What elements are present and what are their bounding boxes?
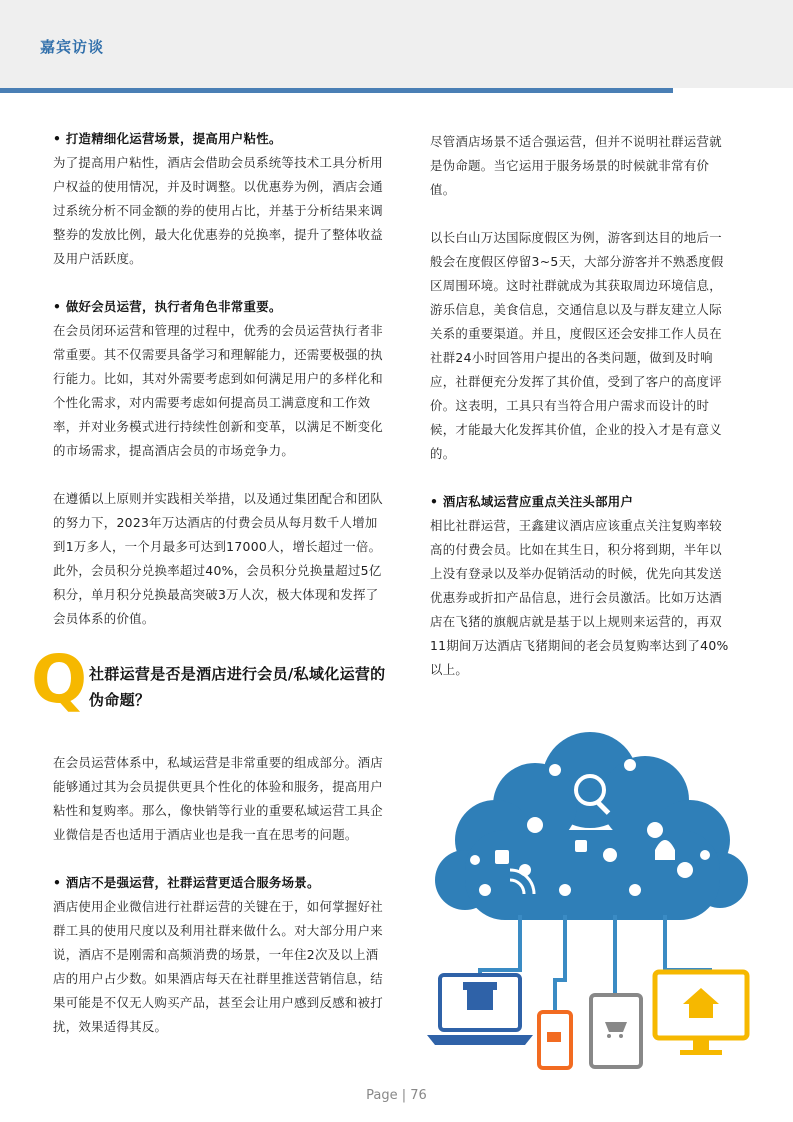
paragraph: 为了提高用户粘性，酒店会借助会员系统等技术工具分析用户权益的使用情况，并及时调整。以优惠券为例，酒店会通过系统分析不同金额的券的使用占比，并基于分析结果来调整券的发放比例，最大化优惠券的兑换率，提升了整体收益及用户活跃度。 [53, 155, 383, 266]
cloud-network-illustration [425, 730, 755, 1075]
paragraph: 相比社群运营，王鑫建议酒店应该重点关注复购率较高的付费会员。比如在其生日，积分将到期，半年以上没有登录以及举办促销活动的时候，优先向其发送优惠券或折扣产品信息，进行会员激活。比如万达酒店在飞猪的旗舰店就是基于以上规则来运营的，再双11期间万达酒店飞猪期间的老会员复购率达到了40%以上。 [430, 518, 729, 677]
bullet-heading: • 打造精细化运营场景，提高用户粘性。 [53, 131, 282, 146]
paragraph: 以长白山万达国际度假区为例，游客到达目的地后一般会在度假区停留3~5天，大部分游客并不熟悉度假区周围环境。这时社群就成为其获取周边环境信息，游乐信息，美食信息，交通信息以及与群友建立人际关系的重要渠道。并且，度假区还会安排工作人员在社群24小时回答用户提出的各类问题，做到及时响应，社群便充分发挥了其价值，受到了客户的高度评价。这表明，工具只有当符合用户需求而设计的时候，才能最大化发挥其价值，企业的投入才是有意义的。 [430, 230, 724, 461]
page-header [0, 0, 793, 88]
paragraph: 尽管酒店场景不适合强运营，但并不说明社群运营就是伪命题。当它运用于服务场景的时候就非常有价值。 [430, 134, 722, 197]
tablet-icon [591, 995, 641, 1067]
bullet-heading: • 做好会员运营，执行者角色非常重要。 [53, 299, 282, 314]
bullet-heading: • 酒店私域运营应重点关注头部用户 [430, 494, 634, 509]
bullet-heading: • 酒店不是强运营，社群运营更适合服务场景。 [53, 875, 320, 890]
header-divider [0, 88, 673, 93]
left-column [31, 127, 386, 1039]
monitor-icon [655, 972, 747, 1055]
question-heading: 社群运营是否是酒店进行会员/私域化运营的伪命题？ [89, 665, 386, 709]
question-block [31, 641, 386, 729]
paragraph: 酒店使用企业微信进行社群运营的关键在于，如何掌握好社群工具的使用尺度以及利用社群来做什么。对大部分用户来说，酒店不是刚需和高频消费的场景，一年住2次及以上酒店的用户占少数。如果酒店每天在社群里推送营销信息，结果可能是不仅无人购买产品，甚至会让用户感到反感和被打扰，效果适得其反。 [53, 899, 383, 1034]
paragraph: 在遵循以上原则并实践相关举措，以及通过集团配合和团队的努力下，2023年万达酒店的付费会员从每月数千人增加到1万多人，一个月最多可达到17000人，增长超过一倍。此外，会员积分兑换率超过40%，会员积分兑换量超过5亿积分，单月积分兑换最高突破3万人次，极大体现和发挥了会员体系的价值。 [53, 491, 383, 626]
paragraph: 在会员运营体系中，私域运营是非常重要的组成部分。酒店能够通过其为会员提供更具个性化的体验和服务，提高用户粘性和复购率。那么，像快销等行业的重要私域运营工具企业微信是否也适用于酒店业也是我一直在思考的问题。 [53, 755, 383, 842]
paragraph: 在会员闭环运营和管理的过程中，优秀的会员运营执行者非常重要。其不仅需要具备学习和理解能力，还需要极强的执行能力。比如，其对外需要考虑到如何满足用户的多样化和个性化需求，对内需要考虑如何提高员工满意度和工作效率，并对业务模式进行持续性创新和变革，以满足不断变化的市场需求，提高酒店会员的市场竞争力。 [53, 323, 383, 458]
q-letter-mark: Q [31, 641, 88, 718]
section-title: 嘉宾访谈 [40, 38, 105, 56]
phone-icon [539, 1012, 571, 1068]
page-number: Page | 76 [366, 1088, 427, 1103]
right-column [430, 130, 730, 682]
laptop-icon [427, 975, 533, 1045]
